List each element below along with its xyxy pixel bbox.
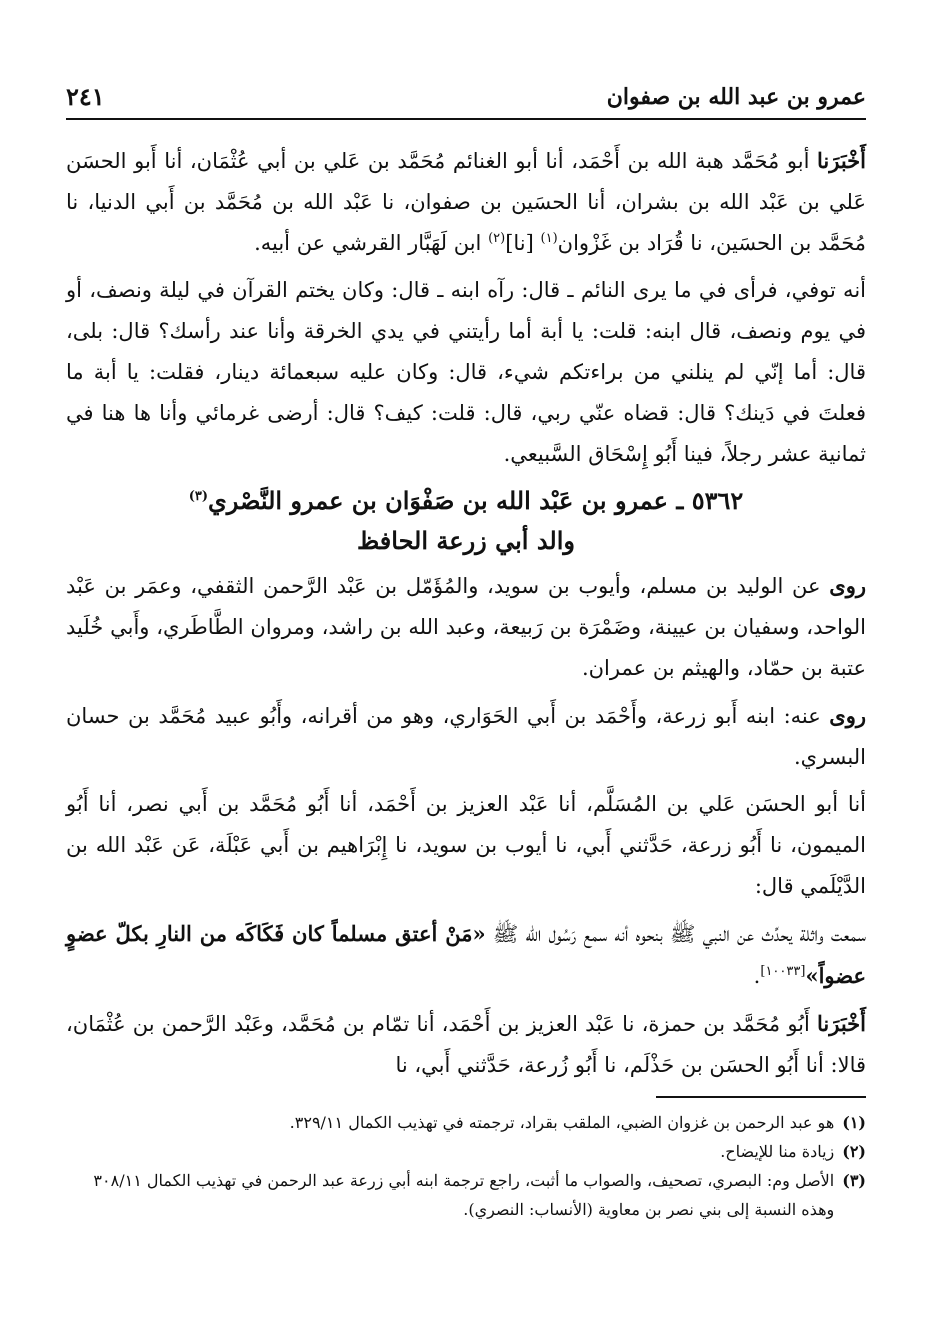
paragraph-text: أنه توفي، فرأى في ما يرى النائم ـ قال: رآه ابنه ـ قال: وكان يختم القرآن في ليلة ونصف، أو في يوم ونصف، قال ابنه: قلت: يا أبة أما رأيتني في يدي الخرقة وأنا عند رأسك؟ قال: بلى، قال: أما إنّي لم ينلني من براءتكم شيء، قال: وكان عليه سبعمائة دينار، فقلت: يا أبة ما فعلتَ في دَينك؟ قال: قضاه عنّي ربي، قال: قلت: كيف؟ قال: أرضى غرمائي وأنا ها هنا في ثمانية عشر رجلاً، فينا أَبُو إِسْحَاق السَّبيعي. bbox=[66, 278, 866, 466]
footnote-ref: (٢) bbox=[488, 231, 506, 246]
paragraph-text: أنا أبو الحسَن عَلي بن المُسَلَّم، أنا عَبْد العزيز بن أَحْمَد، أنا أَبُو مُحَمَّد بن أَبي نصر، أنا أَبُو الميمون، نا أَبُو زرعة، حَدَّثني أَبي، نا أيوب بن سويد، نا إِبْرَاهيم بن أَبي عَبْلَة، عَن عَبْد الله بن الدَّيْلَمي قال: bbox=[66, 792, 866, 898]
footnote-item bbox=[66, 1108, 866, 1137]
footnote-number: (١) bbox=[842, 1113, 866, 1132]
paragraph-lead-word: أَخْبَرَنا bbox=[817, 1011, 866, 1036]
paragraph-lead-word: روى bbox=[829, 573, 866, 598]
paragraph-text: سمعت واثلة يحدِّث عن النبي ﷺ بنحوه أنه سمع رَسُول الله ﷺ bbox=[485, 922, 866, 946]
entry-title-line-1: ٥٣٦٢ ـ عمرو بن عَبْد الله بن صَفْوَان بن عمرو النَّصْري$^{(٣)}$ bbox=[188, 486, 744, 515]
paragraph-text: عنه: ابنه أَبو زرعة، وأَحْمَد بن أَبي الحَوَاري، وهو من أقرانه، وأَبُو عبيد مُحَمَّد بن حسان البسري. bbox=[66, 704, 866, 769]
footnote-text: زيادة منا للإيضاح. bbox=[720, 1142, 835, 1161]
hadith-text: «مَنْ أعتق مسلماً كان فَكَاكَه من النارِ بكلّ عضوٍ عضواً» bbox=[66, 921, 866, 988]
paragraph-isnad-1 bbox=[66, 140, 866, 264]
paragraph-lead-word: أَخْبَرَنا bbox=[817, 148, 866, 173]
main-text bbox=[66, 140, 866, 1086]
paragraph-text: [نا] bbox=[505, 231, 541, 255]
paragraph-lead-word: روى bbox=[829, 703, 866, 728]
hadith-number: [١٠٠٣٣] bbox=[760, 964, 806, 979]
footnotes bbox=[66, 1108, 866, 1224]
footnote-text: الأصل وم: البصري، تصحيف، والصواب ما أثبت، راجع ترجمة ابنه أبي زرعة عبد الرحمن في تهذيب الكمال ٣٠٨/١١ وهذه النسبة إلى بني نصر بن معاوية (الأنساب: النصري). bbox=[93, 1171, 835, 1219]
footnote-ref: (٣) bbox=[188, 489, 208, 504]
page-header bbox=[66, 78, 866, 120]
footnote-number: (٢) bbox=[842, 1142, 866, 1161]
paragraph-narrated-by bbox=[66, 695, 866, 778]
footnote-number: (٣) bbox=[842, 1171, 866, 1190]
paragraph-isnad-2 bbox=[66, 784, 866, 907]
paragraph-text: . bbox=[753, 964, 761, 988]
page-number: ٢٤١ bbox=[66, 82, 105, 111]
footnote-item bbox=[66, 1166, 866, 1224]
running-title: عمرو بن عبد الله بن صفوان bbox=[606, 84, 866, 110]
footnote-item bbox=[66, 1137, 866, 1166]
entry-title-line-2: والد أبي زرعة الحافظ bbox=[357, 526, 575, 555]
paragraph-text: عن الوليد بن مسلم، وأيوب بن سويد، والمُؤَمّل بن عَبْد الرَّحمن الثقفي، وعمَر بن عَبْد الواحد، وسفيان بن عيينة، وضَمْرَة بن رَبيعة، وعبد الله بن راشد، ومروان الطَّاطَري، وأَبي خُلَيد عتبة بن حمّاد، والهيثم بن عمران. bbox=[66, 574, 866, 680]
paragraph-text: أبو مُحَمَّد هبة الله بن أَحْمَد، أنا أبو الغنائم مُحَمَّد بن عَلي بن أبي عُثْمَان، أنا أَبو الحسَن عَلي بن عَبْد الله بن بشران، أنا الحسَين بن صفوان، نا عَبْد الله بن مُحَمَّد بن أَبي الدنيا، نا مُحَمَّد بن الحسَين، نا قُرَاد بن غَزْوان bbox=[66, 149, 866, 255]
paragraph-narrative bbox=[66, 270, 866, 475]
paragraph-isnad-3 bbox=[66, 1003, 866, 1086]
footnote-divider bbox=[656, 1096, 866, 1098]
footnote-ref: (١) bbox=[540, 231, 558, 246]
paragraph-text: أَبُو مُحَمَّد بن حمزة، نا عَبْد العزيز بن أَحْمَد، أنا تمّام بن مُحَمَّد، وعَبْد الرَّحمن بن عُثْمَان، قالا: أنا أَبُو الحسَن بن حَذْلَم، نا أَبُو زُرعة، حَدَّثني أَبي، نا bbox=[66, 1012, 866, 1077]
book-page bbox=[66, 78, 866, 1318]
paragraph-text: ابن لَهَبَّار القرشي عن أبيه. bbox=[254, 231, 489, 255]
entry-title bbox=[66, 481, 866, 561]
paragraph-narrated-from bbox=[66, 565, 866, 689]
footnote-text: هو عبد الرحمن بن غزوان الضبي، الملقب بقراد، ترجمته في تهذيب الكمال ٣٢٩/١١. bbox=[289, 1113, 835, 1132]
paragraph-hadith bbox=[66, 913, 866, 997]
